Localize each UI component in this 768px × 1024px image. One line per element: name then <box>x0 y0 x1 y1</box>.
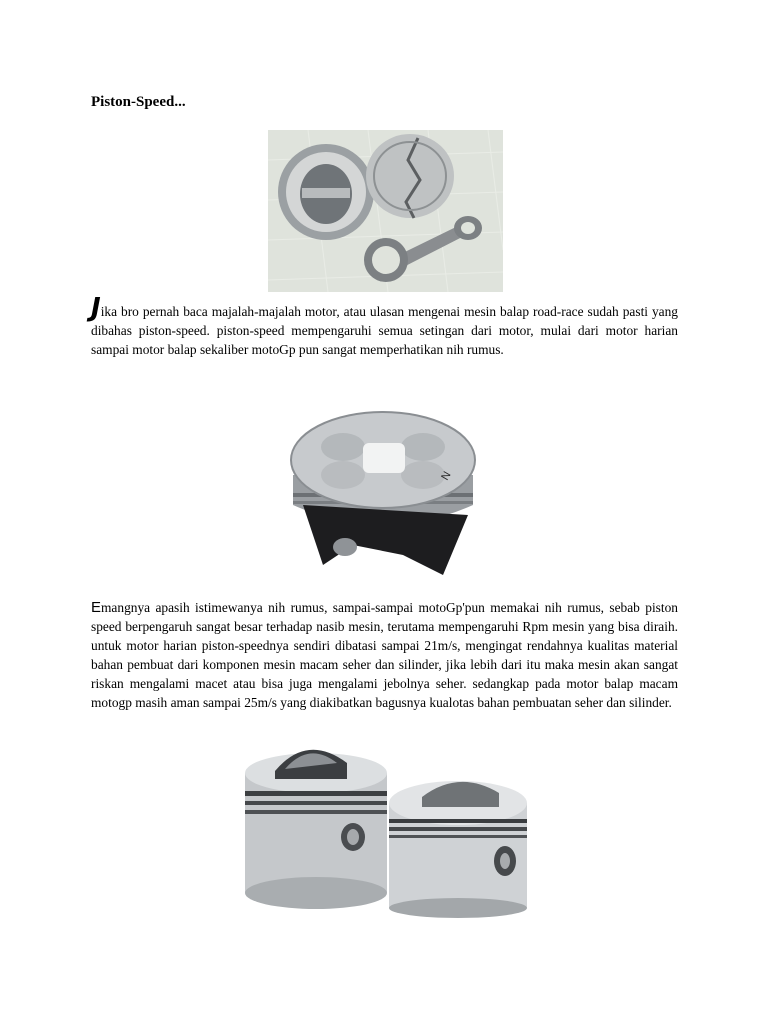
piston-top-photo <box>283 405 483 575</box>
paragraph-1-dropcap: J <box>91 293 101 323</box>
paragraph-2 <box>91 598 678 712</box>
damaged-pistons-photo <box>268 130 503 292</box>
piston-mark-label: N <box>439 469 454 483</box>
paragraph-1 <box>91 293 678 359</box>
page-title: Piston-Speed... <box>91 94 186 110</box>
paragraph-1-text: ika bro pernah baca majalah-majalah motor, atau ulasan mengenai mesin balap road-race sudah pasti yang dibahas piston-speed. piston-speed mempengaruhi semua setingan dari motor, mulai dari motor harian sampai motor balap sekaliber motoGp pun sangat memperhatikan nih rumus. <box>91 304 678 357</box>
racing-pistons-photo <box>237 733 533 918</box>
paragraph-2-dropcap: E <box>91 599 102 616</box>
paragraph-2-text: mangnya apasih istimewanya nih rumus, sampai-sampai motoGp'pun memakai nih rumus, sebab piston speed berpengaruh sangat besar terhadap nasib mesin, terutama mempengaruhi Rpm mesin yang bisa diraih. untuk motor harian piston-speednya sendiri dibatasi sampai 21m/s, mengingat rendahnya kualitas material bahan pembuat dari komponen mesin macam seher dan silinder, jika lebih dari itu maka mesin akan sangat riskan mengalami macet atau bisa juga mengalami jebolnya seher. sedangkap pada motor balap macam motogp masih aman sampai 25m/s yang diakibatkan bagusnya kualotas bahan pembuatan seher dan silinder. <box>91 600 678 710</box>
